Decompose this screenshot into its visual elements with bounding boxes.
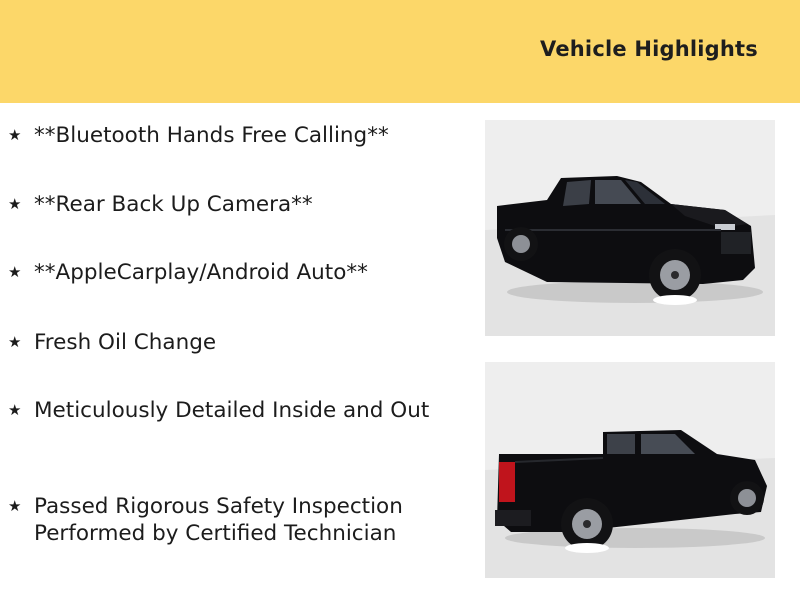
highlight-item (8, 259, 449, 286)
star-icon: ★ (8, 401, 22, 419)
truck-front-three-quarter-photo (485, 120, 775, 336)
star-icon: ★ (8, 263, 22, 281)
star-icon: ★ (8, 497, 22, 515)
star-icon: ★ (8, 126, 22, 144)
header-title: Vehicle Highlights (540, 37, 758, 61)
highlight-item (8, 493, 449, 547)
highlight-text: Passed Rigorous Safety Inspection Performed by Certified Technician (34, 494, 403, 546)
highlight-text: **AppleCarplay/Android Auto** (34, 260, 368, 285)
highlight-item (8, 191, 449, 218)
star-icon: ★ (8, 195, 22, 213)
highlight-text: **Bluetooth Hands Free Calling** (34, 123, 389, 148)
header-banner (0, 0, 800, 103)
highlight-item (8, 397, 449, 424)
highlight-item (8, 329, 449, 356)
highlight-text: **Rear Back Up Camera** (34, 192, 313, 217)
truck-rear-three-quarter-photo (485, 362, 775, 578)
highlight-text: Meticulously Detailed Inside and Out (34, 398, 430, 423)
star-icon: ★ (8, 333, 22, 351)
highlight-item (8, 122, 449, 149)
highlight-text: Fresh Oil Change (34, 330, 217, 355)
